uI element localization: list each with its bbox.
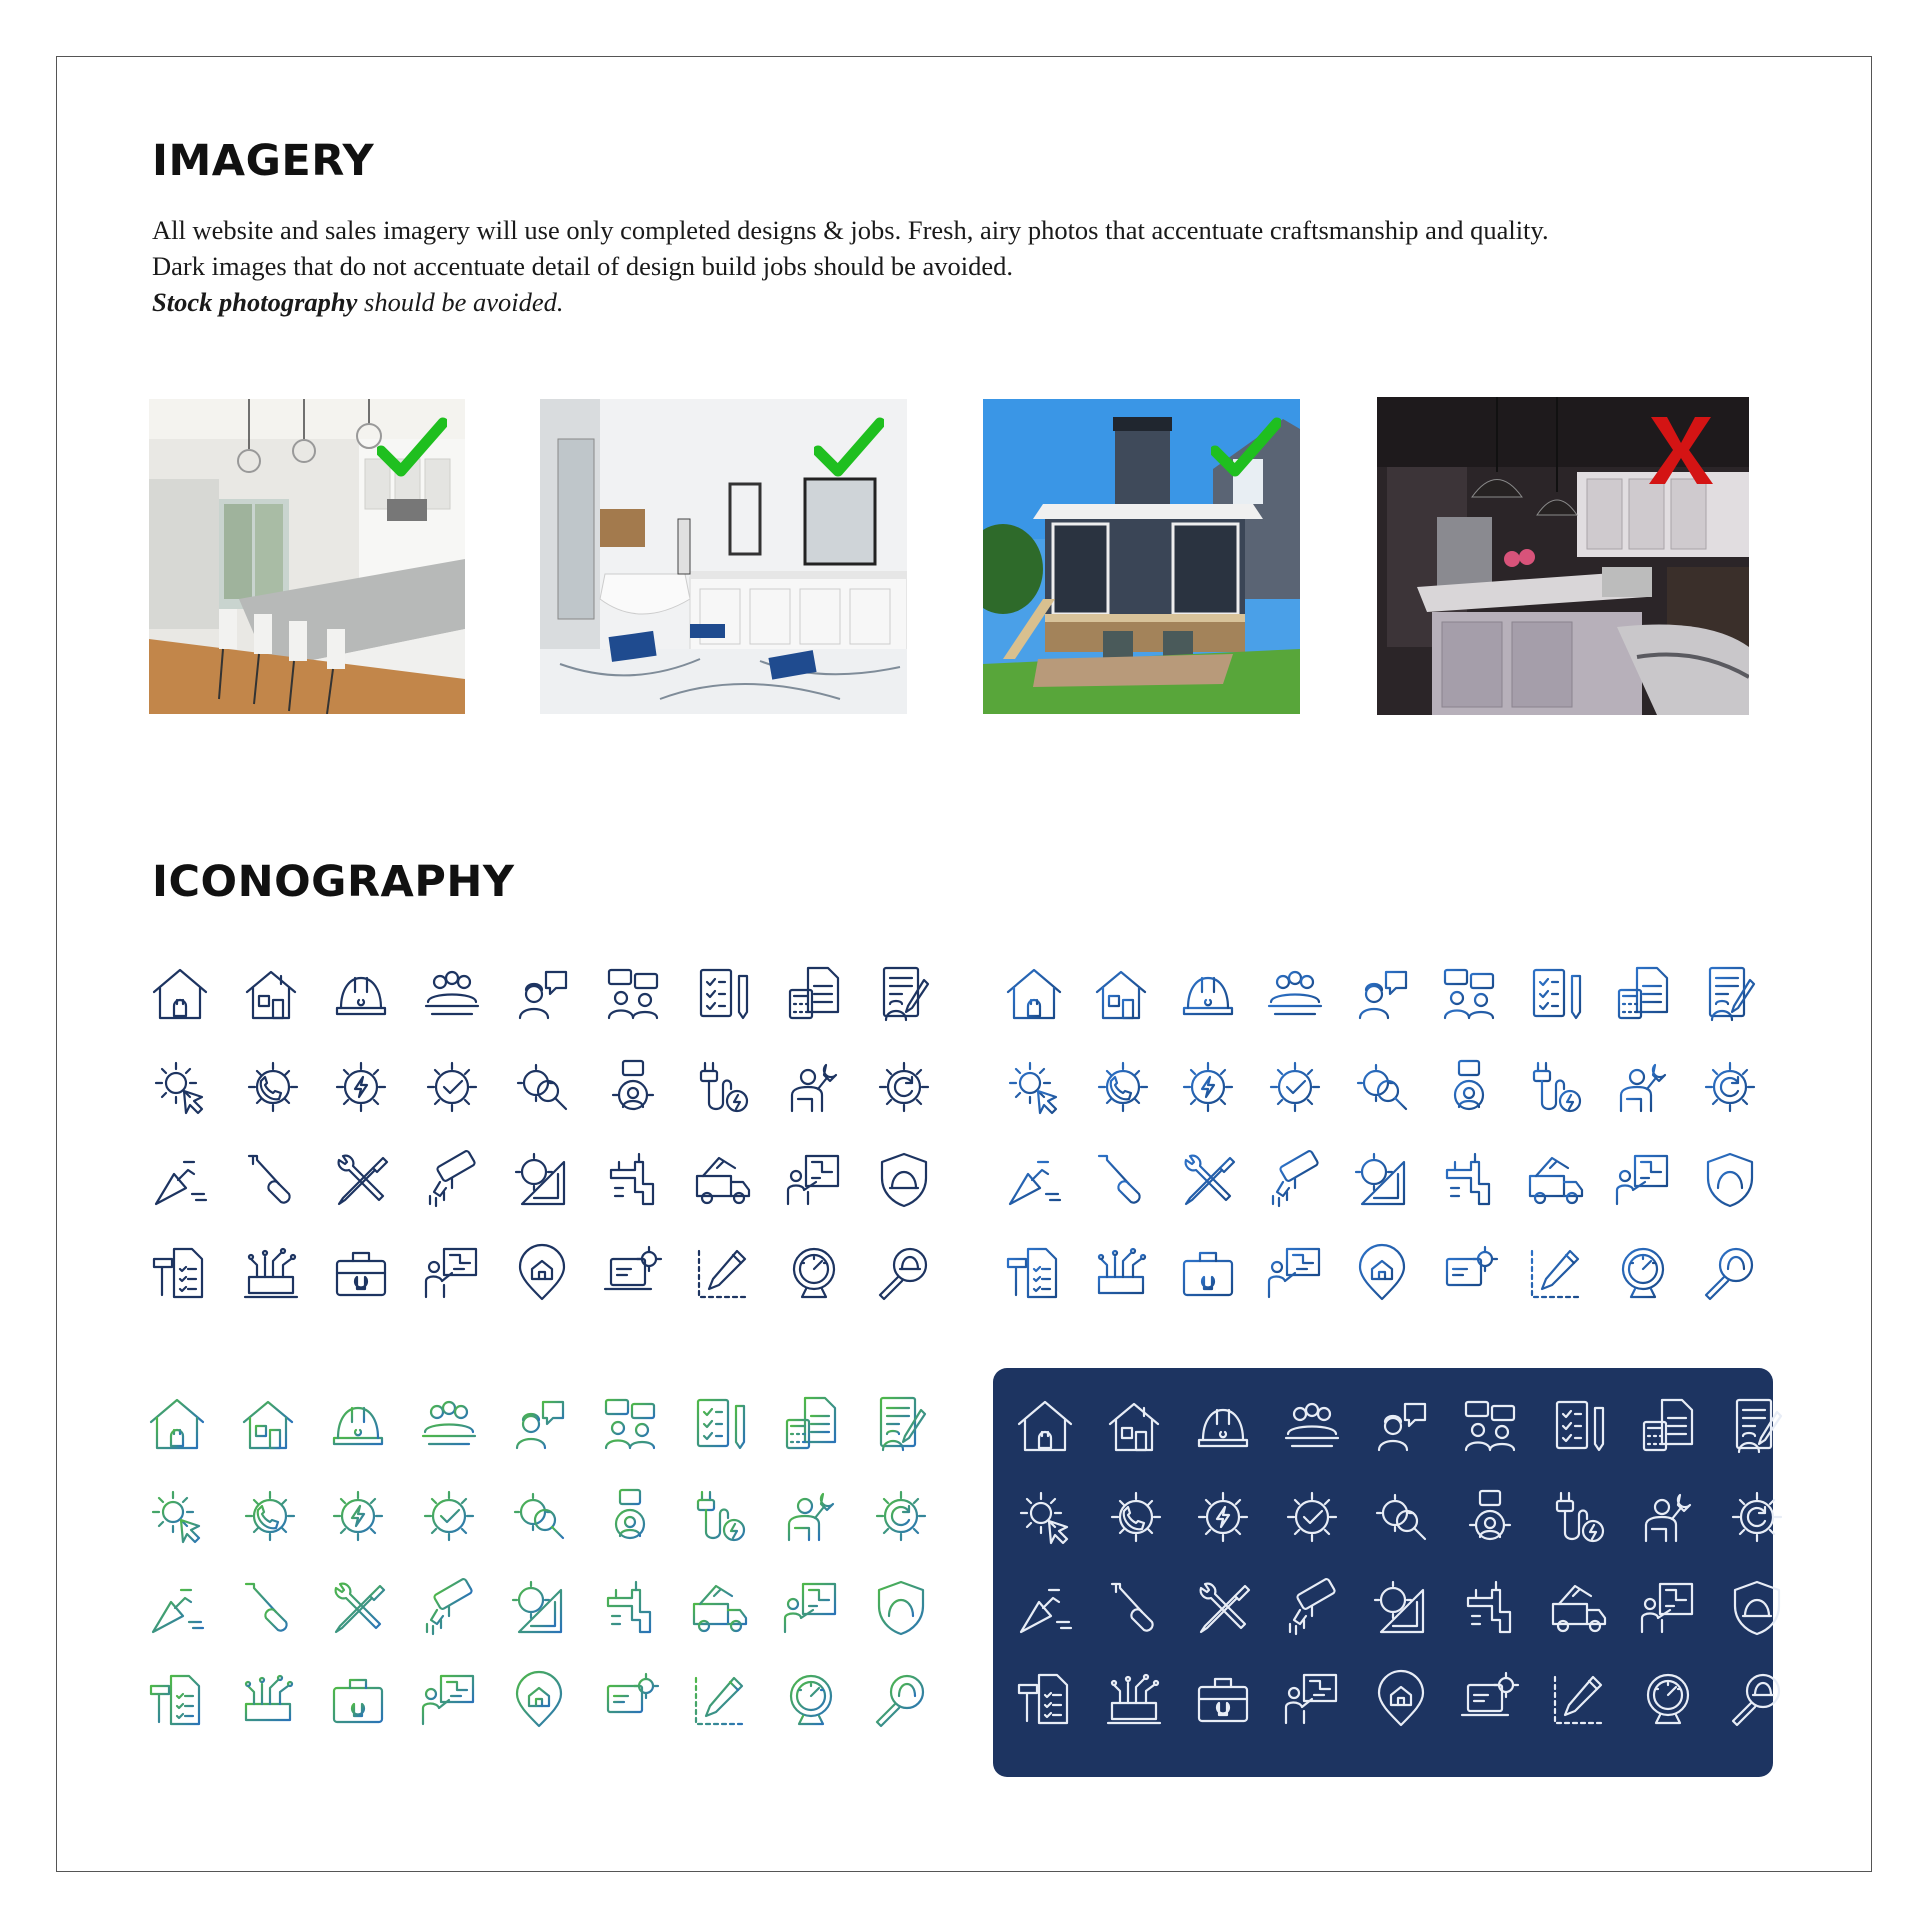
gear-check-icon — [420, 1055, 484, 1119]
shovel-icon — [1102, 1576, 1166, 1640]
gear-search-icon — [1350, 1055, 1414, 1119]
pipe-faucet-icon — [1437, 1148, 1501, 1212]
guideline-line-2: Dark images that do not accentuate detail of design build jobs should be avoided. — [152, 251, 1014, 281]
shovel-icon — [1089, 1148, 1153, 1212]
magnifier-hard-hat-icon — [1725, 1667, 1789, 1731]
pencil-measure-icon — [1547, 1667, 1611, 1731]
gear-ruler-icon — [1350, 1148, 1414, 1212]
hard-hat-icon — [1176, 962, 1240, 1026]
paint-roller-icon — [1280, 1576, 1344, 1640]
hammer-document-icon — [1013, 1667, 1077, 1731]
house-icon — [239, 962, 303, 1026]
consultation-icon — [1437, 962, 1501, 1026]
shield-hard-hat-icon — [1725, 1576, 1789, 1640]
gear-search-icon — [507, 1484, 571, 1548]
gear-phone-icon — [239, 1055, 303, 1119]
house-icon — [1089, 962, 1153, 1026]
hard-hat-icon — [326, 1392, 390, 1456]
approved-photo-exterior — [983, 399, 1300, 714]
worker-wrench-icon — [782, 1055, 846, 1119]
hammer-document-icon — [145, 1668, 209, 1732]
hard-hat-icon — [1191, 1394, 1255, 1458]
imagery-guidelines — [152, 212, 1792, 320]
calculator-document-icon — [782, 962, 846, 1026]
dump-truck-icon — [1524, 1148, 1588, 1212]
house-wrench-icon — [148, 962, 212, 1026]
gear-lightning-icon — [326, 1484, 390, 1548]
trowel-icon — [145, 1576, 209, 1640]
wrench-screwdriver-icon — [1191, 1576, 1255, 1640]
gear-search-icon — [510, 1055, 574, 1119]
calculator-document-icon — [1636, 1394, 1700, 1458]
magnifier-hard-hat-icon — [1698, 1241, 1762, 1305]
house-icon — [1102, 1394, 1166, 1458]
guideline-line-1: All website and sales imagery will use only completed designs & jobs. Fresh, airy photos that accentuate craftsmanship and quality. — [152, 215, 1549, 245]
worker-wrench-icon — [1636, 1485, 1700, 1549]
worker-chat-icon — [510, 962, 574, 1026]
consultation-icon — [1458, 1394, 1522, 1458]
plug-lightning-icon — [1524, 1055, 1588, 1119]
paint-roller-icon — [417, 1576, 481, 1640]
worker-wrench-icon — [779, 1484, 843, 1548]
gear-refresh-icon — [869, 1484, 933, 1548]
gear-ruler-icon — [507, 1576, 571, 1640]
contract-sign-icon — [1725, 1394, 1789, 1458]
gear-phone-icon — [1102, 1485, 1166, 1549]
toolbox-icon — [329, 1241, 393, 1305]
checklist-pen-icon — [1547, 1394, 1611, 1458]
shield-hard-hat-icon — [1698, 1148, 1762, 1212]
blueprint-presenter-icon — [782, 1148, 846, 1212]
gear-cursor-icon — [1002, 1055, 1066, 1119]
worker-chat-icon — [1369, 1394, 1433, 1458]
gear-lightning-icon — [1176, 1055, 1240, 1119]
dump-truck-icon — [691, 1148, 755, 1212]
house-wrench-icon — [145, 1392, 209, 1456]
pipe-faucet-icon — [601, 1148, 665, 1212]
gear-phone-icon — [1089, 1055, 1153, 1119]
guideline-line-3 — [152, 284, 1792, 320]
shovel-icon — [236, 1576, 300, 1640]
pipe-faucet-icon — [598, 1576, 662, 1640]
paint-roller-icon — [420, 1148, 484, 1212]
wrench-screwdriver-icon — [1176, 1148, 1240, 1212]
laptop-gear-icon — [598, 1668, 662, 1732]
imagery-heading: IMAGERY — [152, 136, 375, 186]
laptop-gear-icon — [601, 1241, 665, 1305]
team-meeting-icon — [417, 1392, 481, 1456]
pipe-faucet-icon — [1458, 1576, 1522, 1640]
laptop-gear-icon — [1458, 1667, 1522, 1731]
house-wrench-icon — [1013, 1394, 1077, 1458]
toolbox-icon — [1176, 1241, 1240, 1305]
calculator-document-icon — [779, 1392, 843, 1456]
toolbox-icon — [1191, 1667, 1255, 1731]
circuit-board-icon — [1102, 1667, 1166, 1731]
location-house-icon — [1369, 1667, 1433, 1731]
gear-cursor-icon — [148, 1055, 212, 1119]
pressure-gauge-icon — [782, 1241, 846, 1305]
shield-hard-hat-icon — [872, 1148, 936, 1212]
hammer-document-icon — [1002, 1241, 1066, 1305]
hammer-document-icon — [148, 1241, 212, 1305]
worker-chat-icon — [1350, 962, 1414, 1026]
approved-photo-kitchen — [149, 399, 465, 714]
contract-sign-icon — [872, 962, 936, 1026]
checklist-pen-icon — [1524, 962, 1588, 1026]
team-meeting-icon — [1263, 962, 1327, 1026]
pencil-measure-icon — [688, 1668, 752, 1732]
red-x-icon — [1645, 413, 1717, 488]
plan-presenter-icon — [420, 1241, 484, 1305]
wrench-screwdriver-icon — [326, 1576, 390, 1640]
location-house-icon — [1350, 1241, 1414, 1305]
pressure-gauge-icon — [1636, 1667, 1700, 1731]
blueprint-presenter-icon — [1611, 1148, 1675, 1212]
calculator-document-icon — [1611, 962, 1675, 1026]
checklist-pen-icon — [691, 962, 755, 1026]
worker-wrench-icon — [1611, 1055, 1675, 1119]
contract-sign-icon — [869, 1392, 933, 1456]
rejected-photo-dark-kitchen — [1377, 397, 1749, 715]
gear-search-icon — [1369, 1485, 1433, 1549]
gear-refresh-icon — [1698, 1055, 1762, 1119]
iconography-heading: ICONOGRAPHY — [152, 857, 515, 907]
gear-check-icon — [1280, 1485, 1344, 1549]
gear-check-icon — [1263, 1055, 1327, 1119]
trowel-icon — [1002, 1148, 1066, 1212]
gear-cursor-icon — [145, 1484, 209, 1548]
pressure-gauge-icon — [779, 1668, 843, 1732]
wrench-screwdriver-icon — [329, 1148, 393, 1212]
shield-hard-hat-icon — [869, 1576, 933, 1640]
dump-truck-icon — [688, 1576, 752, 1640]
pencil-measure-icon — [1524, 1241, 1588, 1305]
checklist-pen-icon — [688, 1392, 752, 1456]
gear-refresh-icon — [872, 1055, 936, 1119]
hard-hat-icon — [329, 962, 393, 1026]
approved-photo-bathroom — [540, 399, 907, 714]
dump-truck-icon — [1547, 1576, 1611, 1640]
team-meeting-icon — [1280, 1394, 1344, 1458]
gear-people-icon — [1458, 1485, 1522, 1549]
gear-cursor-icon — [1013, 1485, 1077, 1549]
location-house-icon — [510, 1241, 574, 1305]
plan-presenter-icon — [1280, 1667, 1344, 1731]
plan-presenter-icon — [1263, 1241, 1327, 1305]
trowel-icon — [1013, 1576, 1077, 1640]
gear-people-icon — [601, 1055, 665, 1119]
green-checkmark-icon — [1211, 417, 1281, 477]
circuit-board-icon — [236, 1668, 300, 1732]
paint-roller-icon — [1263, 1148, 1327, 1212]
gear-phone-icon — [236, 1484, 300, 1548]
house-wrench-icon — [1002, 962, 1066, 1026]
laptop-gear-icon — [1437, 1241, 1501, 1305]
gear-ruler-icon — [510, 1148, 574, 1212]
gear-people-icon — [598, 1484, 662, 1548]
plug-lightning-icon — [688, 1484, 752, 1548]
trowel-icon — [148, 1148, 212, 1212]
pressure-gauge-icon — [1611, 1241, 1675, 1305]
location-house-icon — [507, 1668, 571, 1732]
magnifier-hard-hat-icon — [872, 1241, 936, 1305]
contract-sign-icon — [1698, 962, 1762, 1026]
gear-people-icon — [1437, 1055, 1501, 1119]
gear-ruler-icon — [1369, 1576, 1433, 1640]
worker-chat-icon — [507, 1392, 571, 1456]
team-meeting-icon — [420, 962, 484, 1026]
circuit-board-icon — [239, 1241, 303, 1305]
circuit-board-icon — [1089, 1241, 1153, 1305]
consultation-icon — [598, 1392, 662, 1456]
shovel-icon — [239, 1148, 303, 1212]
plug-lightning-icon — [1547, 1485, 1611, 1549]
consultation-icon — [601, 962, 665, 1026]
magnifier-hard-hat-icon — [869, 1668, 933, 1732]
blueprint-presenter-icon — [1636, 1576, 1700, 1640]
gear-lightning-icon — [329, 1055, 393, 1119]
guideline-line-3-rest: should be avoided. — [357, 287, 564, 317]
gear-refresh-icon — [1725, 1485, 1789, 1549]
stock-photography-emphasis: Stock photography — [152, 287, 358, 317]
toolbox-icon — [326, 1668, 390, 1732]
house-icon — [236, 1392, 300, 1456]
blueprint-presenter-icon — [779, 1576, 843, 1640]
gear-lightning-icon — [1191, 1485, 1255, 1549]
gear-check-icon — [417, 1484, 481, 1548]
plug-lightning-icon — [691, 1055, 755, 1119]
green-checkmark-icon — [377, 417, 447, 477]
plan-presenter-icon — [417, 1668, 481, 1732]
green-checkmark-icon — [814, 417, 884, 477]
pencil-measure-icon — [691, 1241, 755, 1305]
